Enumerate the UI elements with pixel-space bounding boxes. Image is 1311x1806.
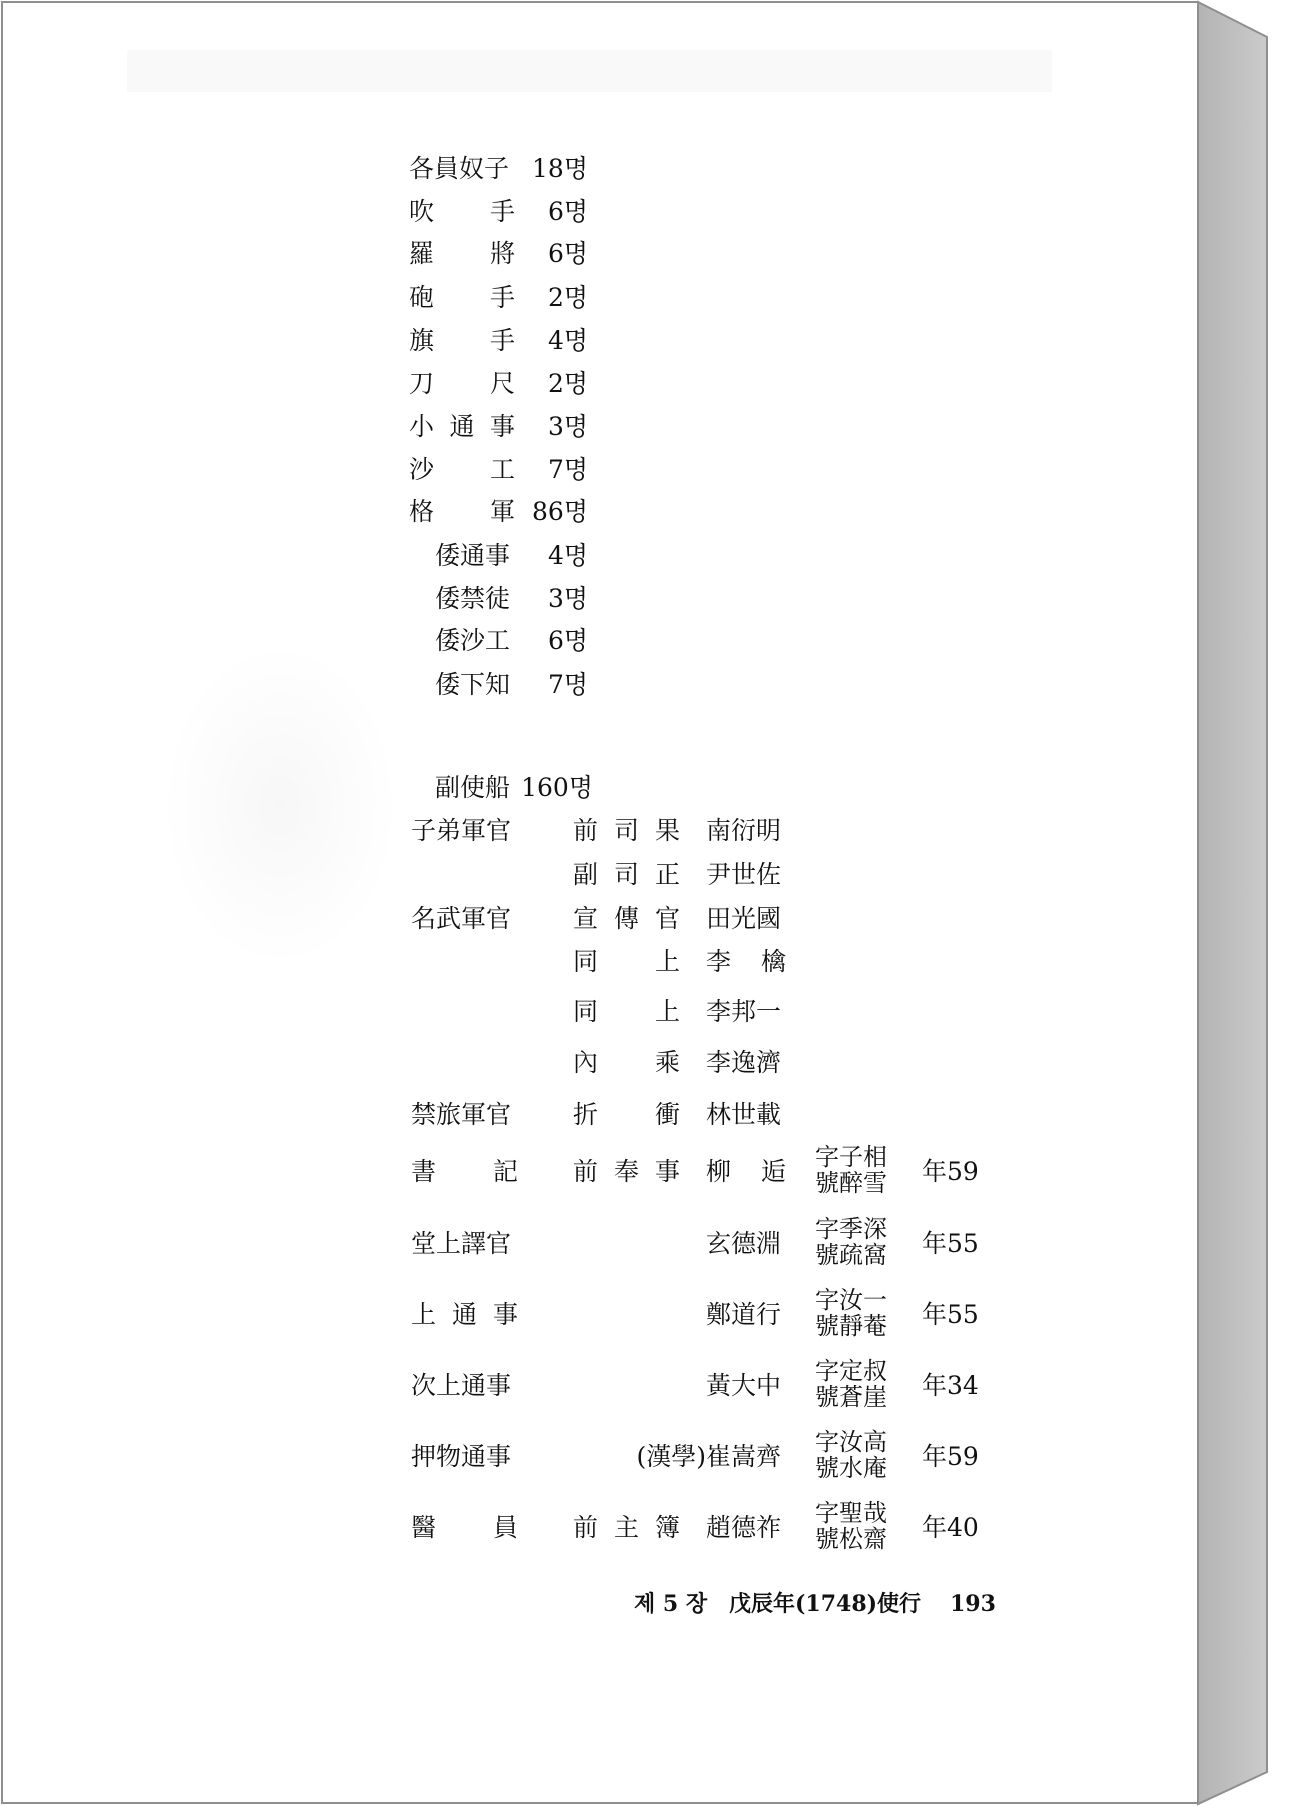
crew-label xyxy=(409,147,515,187)
text-segment: 傳 xyxy=(613,904,639,933)
text-segment: 倭下知 xyxy=(435,670,511,699)
officer-note: (漢學) xyxy=(636,1442,706,1471)
officer-rank xyxy=(573,984,680,1036)
pen-name: 號疏窩 xyxy=(815,1241,887,1269)
text-segment: 鄭道行 xyxy=(706,1300,782,1329)
text-segment: 官 xyxy=(654,904,680,933)
crew-count: 3명 xyxy=(547,412,588,441)
text-segment: 檎 xyxy=(760,947,786,976)
crew-subrow xyxy=(0,577,1198,617)
text-segment: 手 xyxy=(489,197,515,226)
text-segment: 上 xyxy=(411,1300,437,1329)
text-segment: 上 xyxy=(654,997,680,1026)
text-segment: 果 xyxy=(654,816,680,845)
text-segment: 各員奴子 xyxy=(409,154,510,183)
officer-age: 年55 xyxy=(922,1229,979,1258)
courtesy-and-pen-name xyxy=(815,1216,899,1268)
crew-count: 7명 xyxy=(547,670,588,699)
officer-title xyxy=(411,1087,518,1139)
text-segment: 事 xyxy=(654,1157,680,1186)
text-segment: 司 xyxy=(613,860,639,889)
pen-name: 號靜菴 xyxy=(815,1312,887,1340)
courtesy-and-pen-name xyxy=(815,1429,899,1481)
crew-sublabel xyxy=(435,619,515,659)
officer-age: 年59 xyxy=(922,1157,979,1186)
book-edge xyxy=(1198,2,1267,1804)
text-segment: 記 xyxy=(492,1157,518,1186)
text-segment: 堂上譯官 xyxy=(411,1229,512,1258)
officer-row xyxy=(0,1500,1198,1552)
officer-row xyxy=(0,1429,1198,1481)
text-segment: 前 xyxy=(573,1513,599,1542)
officer-age: 年34 xyxy=(922,1371,979,1400)
crew-label xyxy=(409,319,515,359)
text-segment: 主 xyxy=(613,1513,639,1542)
text-segment: 刀 xyxy=(409,369,435,398)
crew-subrow xyxy=(0,619,1198,659)
courtesy-name: 字定叔 xyxy=(815,1357,887,1385)
officer-rank xyxy=(573,1144,680,1196)
text-segment: 林世載 xyxy=(706,1100,782,1129)
officer-name xyxy=(706,984,786,1036)
officer-row xyxy=(0,984,1198,1036)
text-segment: 子弟軍官 xyxy=(411,816,512,845)
officer-title xyxy=(411,1144,518,1196)
crew-count: 86명 xyxy=(532,497,588,526)
text-segment: 羅 xyxy=(409,239,435,268)
text-segment: 折 xyxy=(573,1100,599,1129)
officer-rank xyxy=(573,1035,680,1087)
text-segment: 柳 xyxy=(706,1157,732,1186)
crew-count: 7명 xyxy=(547,455,588,484)
crew-label xyxy=(409,276,515,316)
text-segment: 格 xyxy=(409,497,435,526)
text-segment: 宣 xyxy=(573,904,599,933)
text-segment: 李 xyxy=(706,947,732,976)
crew-count: 6명 xyxy=(547,626,588,655)
text-segment: 內 xyxy=(573,1048,599,1077)
page-footer xyxy=(0,1589,1198,1619)
pen-name: 號醉雪 xyxy=(815,1169,887,1197)
officer-name xyxy=(706,1087,786,1139)
pen-name: 號水庵 xyxy=(815,1454,887,1482)
text-segment: 田光國 xyxy=(706,904,782,933)
officer-row xyxy=(0,1035,1198,1087)
text-segment: 崔嵩齊 xyxy=(706,1442,782,1471)
text-segment: 倭禁徒 xyxy=(435,584,511,613)
text-segment: 李邦一 xyxy=(706,997,782,1026)
crew-label xyxy=(409,190,515,230)
officer-rank xyxy=(573,1087,680,1139)
officer-age: 年55 xyxy=(922,1300,979,1329)
text-segment: 事 xyxy=(489,412,515,441)
crew-label xyxy=(409,405,515,445)
crew-sublabel xyxy=(435,577,515,617)
officer-title xyxy=(411,1287,518,1339)
officer-name xyxy=(706,934,786,986)
chapter-label: 제 5 장 xyxy=(634,1591,708,1617)
text-segment: 手 xyxy=(489,283,515,312)
officer-title xyxy=(411,1358,518,1410)
courtesy-and-pen-name xyxy=(815,1287,899,1339)
text-segment: 吹 xyxy=(409,197,435,226)
text-segment: 前 xyxy=(573,1157,599,1186)
courtesy-and-pen-name xyxy=(815,1358,899,1410)
officer-name xyxy=(706,1358,786,1410)
officer-row xyxy=(0,1144,1198,1196)
courtesy-name: 字汝一 xyxy=(815,1286,887,1314)
officer-age: 年59 xyxy=(922,1442,979,1471)
officer-row xyxy=(0,1087,1198,1139)
text-segment: 同 xyxy=(573,947,599,976)
text-segment: 旗 xyxy=(409,326,435,355)
crew-count: 2명 xyxy=(547,283,588,312)
crew-label xyxy=(409,362,515,402)
text-segment: 副 xyxy=(573,860,599,889)
courtesy-name: 字聖哉 xyxy=(815,1499,887,1527)
text-segment: 奉 xyxy=(613,1157,639,1186)
officer-name xyxy=(706,1216,786,1268)
text-segment: 書 xyxy=(411,1157,437,1186)
courtesy-and-pen-name xyxy=(815,1500,899,1552)
text-segment: 通 xyxy=(449,412,475,441)
officer-name xyxy=(706,1500,786,1552)
text-segment: 軍 xyxy=(489,497,515,526)
text-segment: 倭通事 xyxy=(435,541,511,570)
crew-sublabel xyxy=(435,663,515,703)
officer-name xyxy=(706,1287,786,1339)
crew-label xyxy=(409,232,515,272)
text-segment: 沙 xyxy=(409,455,435,484)
text-segment: 前 xyxy=(573,816,599,845)
crew-count: 6명 xyxy=(547,239,588,268)
officer-row xyxy=(0,1287,1198,1339)
officer-title xyxy=(411,1216,518,1268)
crew-row xyxy=(0,448,1198,488)
text-segment: 上 xyxy=(654,947,680,976)
crew-subrow xyxy=(0,663,1198,703)
pen-name: 號松齋 xyxy=(815,1525,887,1553)
text-segment: 趙德祚 xyxy=(706,1513,782,1542)
text-segment: 通 xyxy=(451,1300,477,1329)
officer-title xyxy=(411,1500,518,1552)
crew-label xyxy=(409,448,515,488)
officer-title xyxy=(411,1429,518,1481)
officer-name xyxy=(706,1429,786,1481)
crew-row xyxy=(0,147,1198,187)
crew-count: 18명 xyxy=(532,154,588,183)
ship-heading-count: 160명 xyxy=(521,773,593,802)
text-segment: 禁旅軍官 xyxy=(411,1100,512,1129)
crew-row xyxy=(0,190,1198,230)
crew-count: 6명 xyxy=(547,197,588,226)
text-segment: 工 xyxy=(489,455,515,484)
officer-name xyxy=(706,1035,786,1087)
crew-count: 3명 xyxy=(547,584,588,613)
text-segment: 司 xyxy=(613,816,639,845)
running-title: 戊辰年(1748)使行 xyxy=(729,1591,922,1617)
text-segment: 同 xyxy=(573,997,599,1026)
text-segment: 衝 xyxy=(654,1100,680,1129)
text-segment: 名武軍官 xyxy=(411,904,512,933)
crew-row xyxy=(0,362,1198,402)
crew-row xyxy=(0,232,1198,272)
text-segment: 逅 xyxy=(760,1157,786,1186)
text-segment: 倭沙工 xyxy=(435,626,511,655)
text-segment: 將 xyxy=(489,239,515,268)
text-segment: 李逸濟 xyxy=(706,1048,782,1077)
courtesy-and-pen-name xyxy=(815,1144,899,1196)
text-segment: 簿 xyxy=(654,1513,680,1542)
officer-row xyxy=(0,1358,1198,1410)
text-segment: 醫 xyxy=(411,1513,437,1542)
text-segment: 尹世佐 xyxy=(706,860,782,889)
officer-rank xyxy=(573,1500,680,1552)
text-segment: 玄德淵 xyxy=(706,1229,782,1258)
text-segment: 乘 xyxy=(654,1048,680,1077)
text-segment: 事 xyxy=(492,1300,518,1329)
crew-row xyxy=(0,490,1198,530)
text-segment: 員 xyxy=(492,1513,518,1542)
courtesy-name: 字子相 xyxy=(815,1143,887,1171)
text-segment: 南衍明 xyxy=(706,816,782,845)
pen-name: 號蒼崖 xyxy=(815,1383,887,1411)
courtesy-name: 字汝高 xyxy=(815,1428,887,1456)
officer-name xyxy=(706,1144,786,1196)
text-segment: 次上通事 xyxy=(411,1371,512,1400)
text-segment: 正 xyxy=(654,860,680,889)
crew-row xyxy=(0,276,1198,316)
officer-row xyxy=(0,1216,1198,1268)
crew-row xyxy=(0,319,1198,359)
crew-count: 4명 xyxy=(547,541,588,570)
crew-row xyxy=(0,405,1198,445)
text-segment: 砲 xyxy=(409,283,435,312)
crew-count: 4명 xyxy=(547,326,588,355)
text-segment: 手 xyxy=(489,326,515,355)
text-segment: 小 xyxy=(409,412,435,441)
officer-row xyxy=(0,934,1198,986)
officer-rank xyxy=(573,934,680,986)
text-segment: 黃大中 xyxy=(706,1371,782,1400)
crew-subrow xyxy=(0,534,1198,574)
text-segment: 副使船 xyxy=(435,773,511,802)
officer-age: 年40 xyxy=(922,1513,979,1542)
text-segment: 尺 xyxy=(489,369,515,398)
page-number: 193 xyxy=(950,1591,996,1617)
courtesy-name: 字季深 xyxy=(815,1215,887,1243)
crew-count: 2명 xyxy=(547,369,588,398)
crew-sublabel xyxy=(435,534,515,574)
text-segment: 押物通事 xyxy=(411,1442,512,1471)
crew-label xyxy=(409,490,515,530)
